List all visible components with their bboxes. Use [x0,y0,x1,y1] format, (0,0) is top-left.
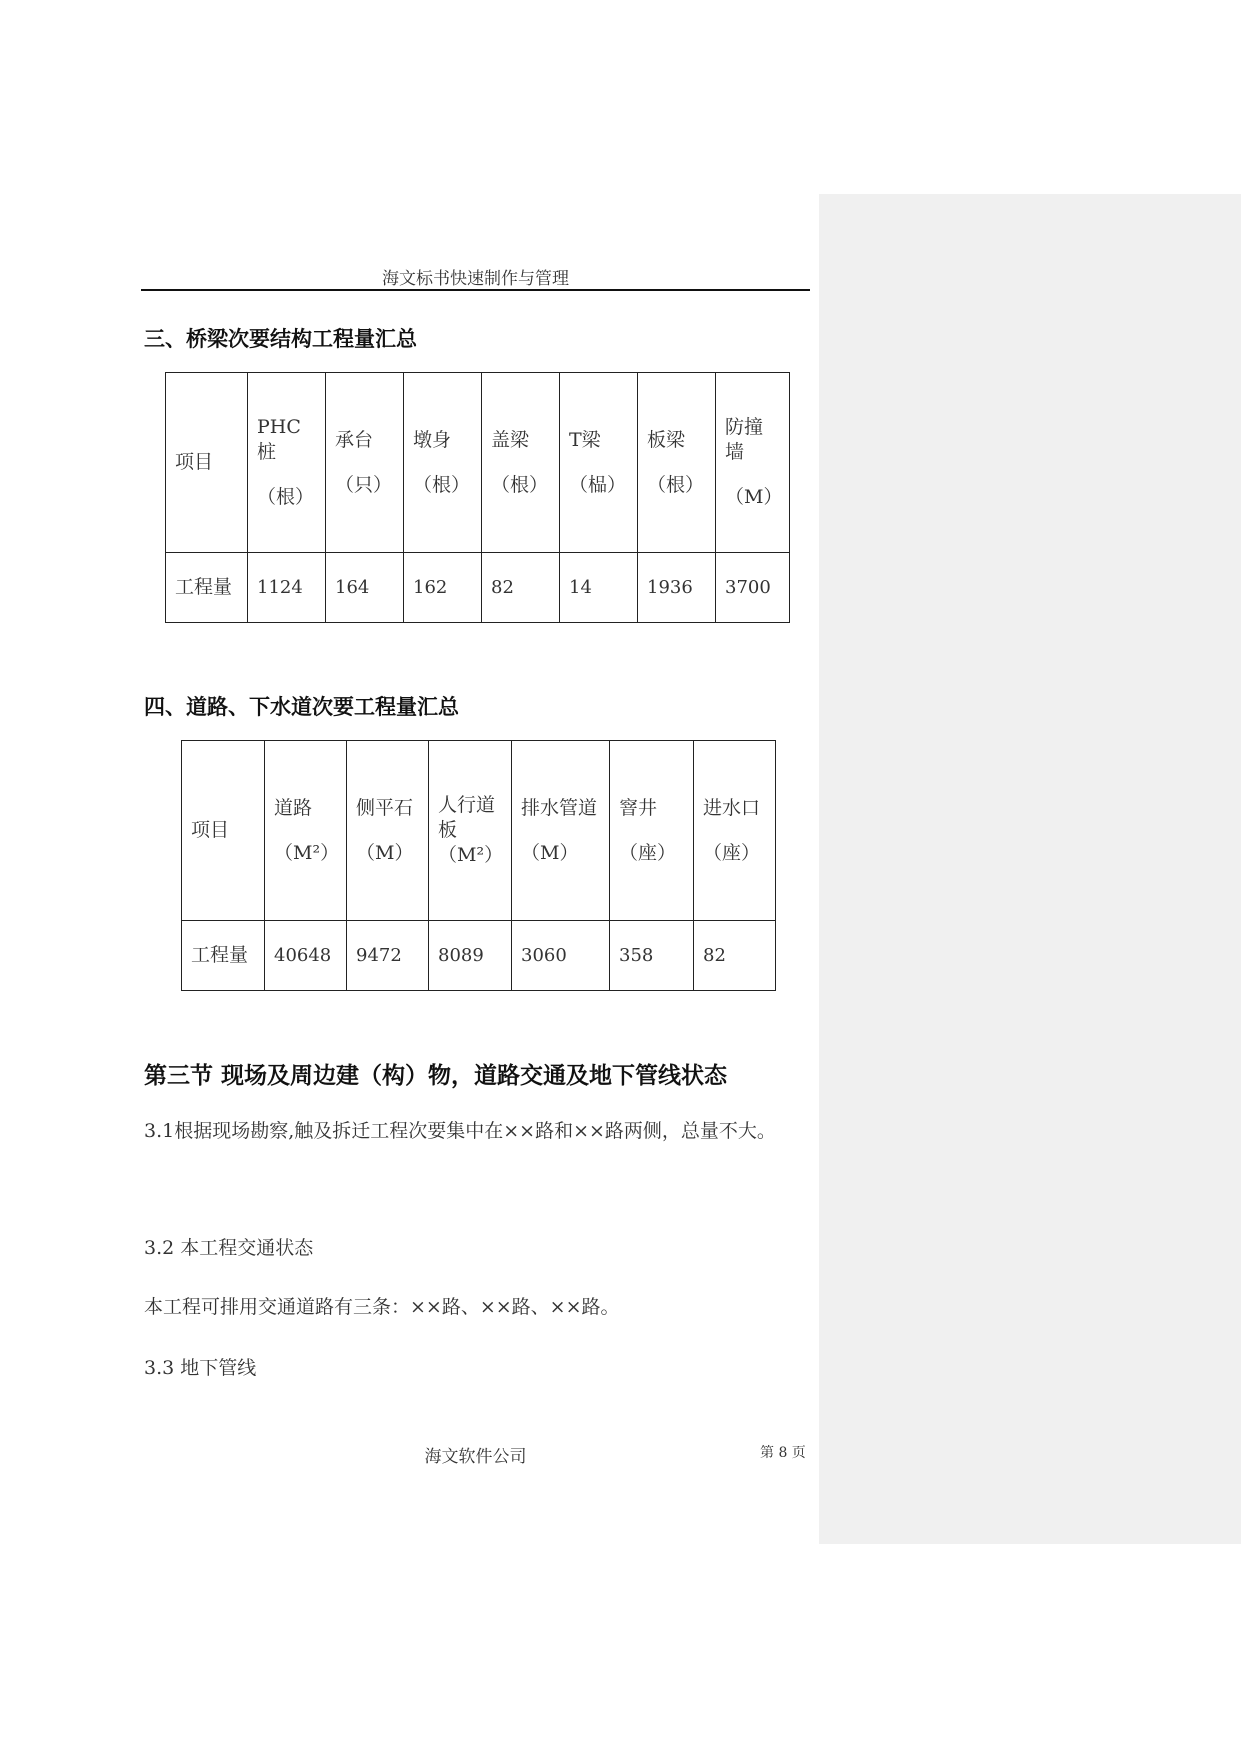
qty-value-cell: 164 [326,553,404,623]
qty-value-cell: 8089 [429,921,512,991]
paragraph-3-3: 3.3 地下管线 [144,1357,257,1379]
column-name: 人行道板（M²） [438,794,504,866]
column-unit: （只） [335,473,393,496]
column-header-cell [265,741,347,921]
column-name: 墩身 [413,428,452,451]
column-unit: （M²） [274,841,340,864]
qty-value-cell: 9472 [347,921,429,991]
column-unit: （座） [619,841,677,864]
column-header-cell [638,373,716,553]
paragraph-traffic: 本工程可排用交通道路有三条：××路、××路、××路。 [144,1296,620,1318]
column-name: 道路 [274,796,313,819]
column-header-cell [248,373,326,553]
qty-label-cell: 工程量 [182,921,265,991]
column-unit: （座） [703,841,761,864]
qty-value-cell: 1936 [638,553,716,623]
column-header-cell [482,373,560,553]
table-header-row [182,741,776,921]
qty-value-cell: 358 [610,921,694,991]
column-name: T梁 [569,428,601,451]
bridge-quantity-table [165,372,790,623]
column-name: 侧平石 [356,796,414,819]
column-header-cell [560,373,638,553]
column-name: 防撞墙 [725,416,764,464]
column-name: 承台 [335,428,374,451]
table-header-row [166,373,790,553]
qty-label-cell: 工程量 [166,553,248,623]
row-label-cell: 项目 [182,741,265,921]
qty-value-cell: 3060 [512,921,610,991]
paragraph-3-2: 3.2 本工程交通状态 [144,1237,314,1259]
section-4-heading: 四、道路、下水道次要工程量汇总 [144,695,459,719]
column-unit: （根） [257,485,315,508]
column-header-cell [429,741,512,921]
column-unit: （M） [521,841,579,864]
qty-value-cell: 14 [560,553,638,623]
column-name: 盖梁 [491,428,530,451]
road-quantity-table [181,740,776,991]
qty-value-cell: 82 [694,921,776,991]
row-label-cell: 项目 [166,373,248,553]
table-row [182,921,776,991]
column-unit: （根） [491,473,549,496]
page-footer-company: 海文软件公司 [424,1447,527,1467]
column-unit: （根） [413,473,471,496]
chapter-heading: 第三节 现场及周边建（构）物，道路交通及地下管线状态 [144,1063,728,1089]
column-header-cell [404,373,482,553]
comment-margin-panel [819,194,1241,1544]
section-3-heading: 三、桥梁次要结构工程量汇总 [144,327,417,351]
page-header-title: 海文标书快速制作与管理 [382,269,569,289]
page-number: 第 8 页 [760,1445,806,1461]
column-name: 板梁 [647,428,686,451]
qty-value-cell: 162 [404,553,482,623]
qty-value-cell: 40648 [265,921,347,991]
column-header-cell [512,741,610,921]
column-header-cell [694,741,776,921]
column-name: 排水管道 [521,796,598,819]
column-header-cell [326,373,404,553]
header-divider [141,289,810,291]
qty-value-cell: 82 [482,553,560,623]
column-name: PHC桩 [257,416,301,464]
column-unit: （根） [647,473,705,496]
column-unit: （M） [356,841,414,864]
table-row [166,553,790,623]
qty-value-cell: 3700 [716,553,790,623]
column-header-cell [716,373,790,553]
column-header-cell [347,741,429,921]
column-unit: （榀） [569,473,627,496]
column-name: 窨井 [619,796,658,819]
paragraph-3-1: 3.1根据现场勘察,触及拆迁工程次要集中在××路和××路两侧，总量不大。 [144,1120,776,1142]
column-header-cell [610,741,694,921]
column-name: 进水口 [703,796,761,819]
column-unit: （M） [725,485,783,508]
qty-value-cell: 1124 [248,553,326,623]
